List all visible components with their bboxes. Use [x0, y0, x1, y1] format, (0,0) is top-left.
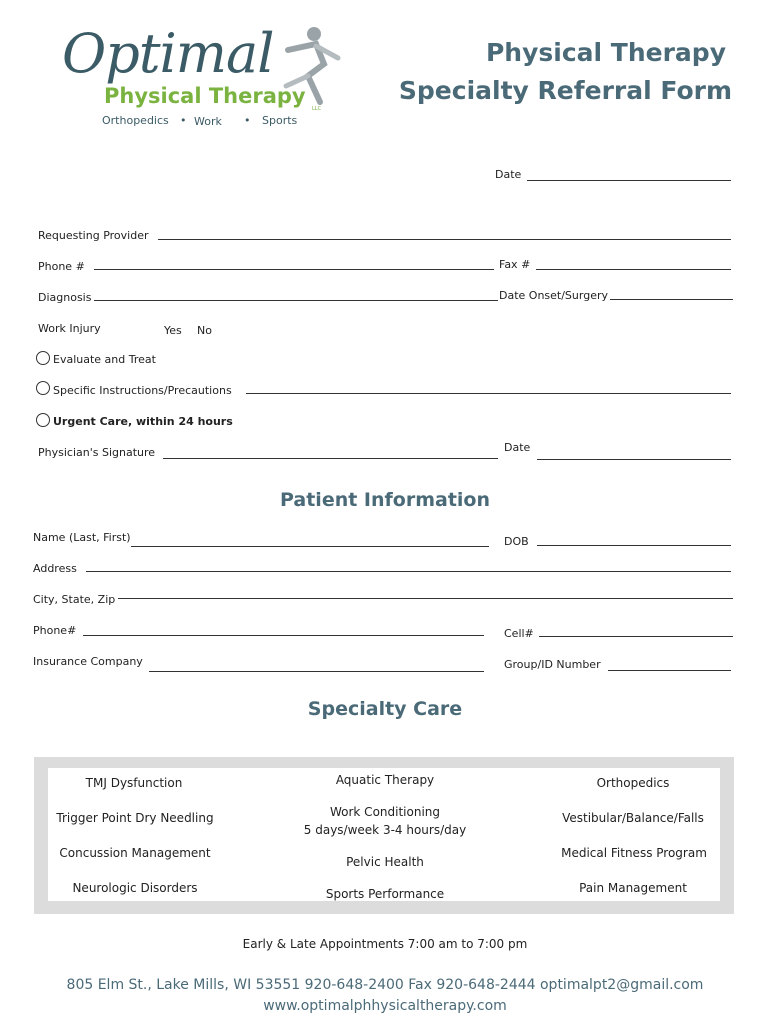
- hours-text: Early & Late Appointments 7:00 am to 7:00 pm: [242, 937, 528, 951]
- specialty-item-pain-management: Pain Management: [579, 881, 687, 895]
- dob-label: DOB: [504, 535, 529, 548]
- urgent-care-label: Urgent Care, within 24 hours: [53, 415, 233, 428]
- address-field[interactable]: [86, 571, 731, 572]
- signature-date-field[interactable]: [537, 459, 731, 460]
- specific-instructions-field[interactable]: [246, 393, 731, 394]
- date-onset-label: Date Onset/Surgery: [499, 289, 609, 302]
- specialty-item-tmj: TMJ Dysfunction: [85, 776, 183, 790]
- logo-green-text: Physical Therapy: [104, 84, 306, 108]
- specialty-item-neurologic: Neurologic Disorders: [72, 881, 198, 895]
- phone-field[interactable]: [94, 269, 494, 270]
- specialty-item-vestibular: Vestibular/Balance/Falls: [562, 811, 704, 825]
- patient-name-label: Name (Last, First): [33, 531, 131, 544]
- cell-field[interactable]: [539, 636, 733, 637]
- specialty-item-pelvic-health: Pelvic Health: [346, 855, 424, 869]
- specialty-item-work-conditioning: Work Conditioning: [329, 805, 441, 819]
- date-label: Date: [495, 168, 522, 181]
- work-injury-yes[interactable]: Yes: [164, 324, 182, 337]
- patient-name-field[interactable]: [131, 546, 489, 547]
- logo-bullet-1: •: [180, 114, 187, 127]
- form-title-line2: Specialty Referral Form: [398, 76, 732, 105]
- patient-phone-field[interactable]: [83, 635, 484, 636]
- insurance-field[interactable]: [149, 671, 484, 672]
- logo-tag-sports: Sports: [262, 114, 298, 127]
- requesting-provider-label: Requesting Provider: [38, 229, 149, 242]
- specialty-item-work-conditioning-hours: 5 days/week 3-4 hours/day: [303, 823, 467, 837]
- patient-phone-label: Phone#: [33, 624, 77, 637]
- diagnosis-label: Diagnosis: [38, 291, 92, 304]
- fax-field[interactable]: [536, 269, 731, 270]
- date-field[interactable]: [527, 180, 731, 181]
- specific-instructions-label: Specific Instructions/Precautions: [53, 384, 232, 397]
- logo-tag-work: Work: [194, 115, 222, 128]
- specialty-item-medical-fitness: Medical Fitness Program: [561, 846, 707, 860]
- fax-label: Fax #: [499, 258, 531, 271]
- logo-mark: LLC: [312, 106, 322, 112]
- dob-field[interactable]: [537, 545, 731, 546]
- specific-instructions-radio[interactable]: [36, 381, 50, 395]
- group-id-field[interactable]: [608, 670, 731, 671]
- specialty-care-heading: Specialty Care: [307, 698, 463, 720]
- address-label: Address: [33, 562, 77, 575]
- physician-signature-field[interactable]: [163, 458, 498, 459]
- specialty-item-sports-performance: Sports Performance: [325, 887, 445, 901]
- phone-label: Phone #: [38, 260, 85, 273]
- work-injury-label: Work Injury: [38, 322, 101, 335]
- contact-text: 805 Elm St., Lake Mills, WI 53551 920-648-2400 Fax 920-648-2444 optimalpt2@gmail.com: [66, 977, 704, 993]
- city-state-zip-label: City, State, Zip: [33, 593, 116, 606]
- group-id-label: Group/ID Number: [504, 658, 601, 671]
- city-state-zip-field[interactable]: [118, 598, 733, 599]
- website-link[interactable]: www.optimalphhysicaltherapy.com: [263, 998, 507, 1014]
- cell-label: Cell#: [504, 627, 534, 640]
- insurance-label: Insurance Company: [33, 655, 143, 668]
- logo-bullet-2: •: [244, 114, 251, 127]
- logo: [58, 22, 348, 132]
- logo-tag-ortho: Orthopedics: [102, 114, 169, 127]
- specialty-item-orthopedics: Orthopedics: [596, 776, 670, 790]
- urgent-care-radio[interactable]: [36, 413, 50, 427]
- logo-script-text: Optimal: [62, 22, 274, 85]
- evaluate-treat-radio[interactable]: [36, 351, 50, 365]
- date-onset-field[interactable]: [610, 299, 733, 300]
- physician-signature-label: Physician's Signature: [38, 446, 156, 459]
- form-title-line1: Physical Therapy: [485, 38, 726, 67]
- patient-info-heading: Patient Information: [279, 489, 491, 511]
- diagnosis-field[interactable]: [94, 300, 498, 301]
- specialty-item-dry-needling: Trigger Point Dry Needling: [56, 811, 214, 825]
- signature-date-label: Date: [504, 441, 531, 454]
- requesting-provider-field[interactable]: [158, 239, 731, 240]
- specialty-item-aquatic: Aquatic Therapy: [335, 773, 435, 787]
- specialty-item-concussion: Concussion Management: [59, 846, 211, 860]
- work-injury-no[interactable]: No: [197, 324, 212, 337]
- evaluate-treat-label: Evaluate and Treat: [53, 353, 156, 366]
